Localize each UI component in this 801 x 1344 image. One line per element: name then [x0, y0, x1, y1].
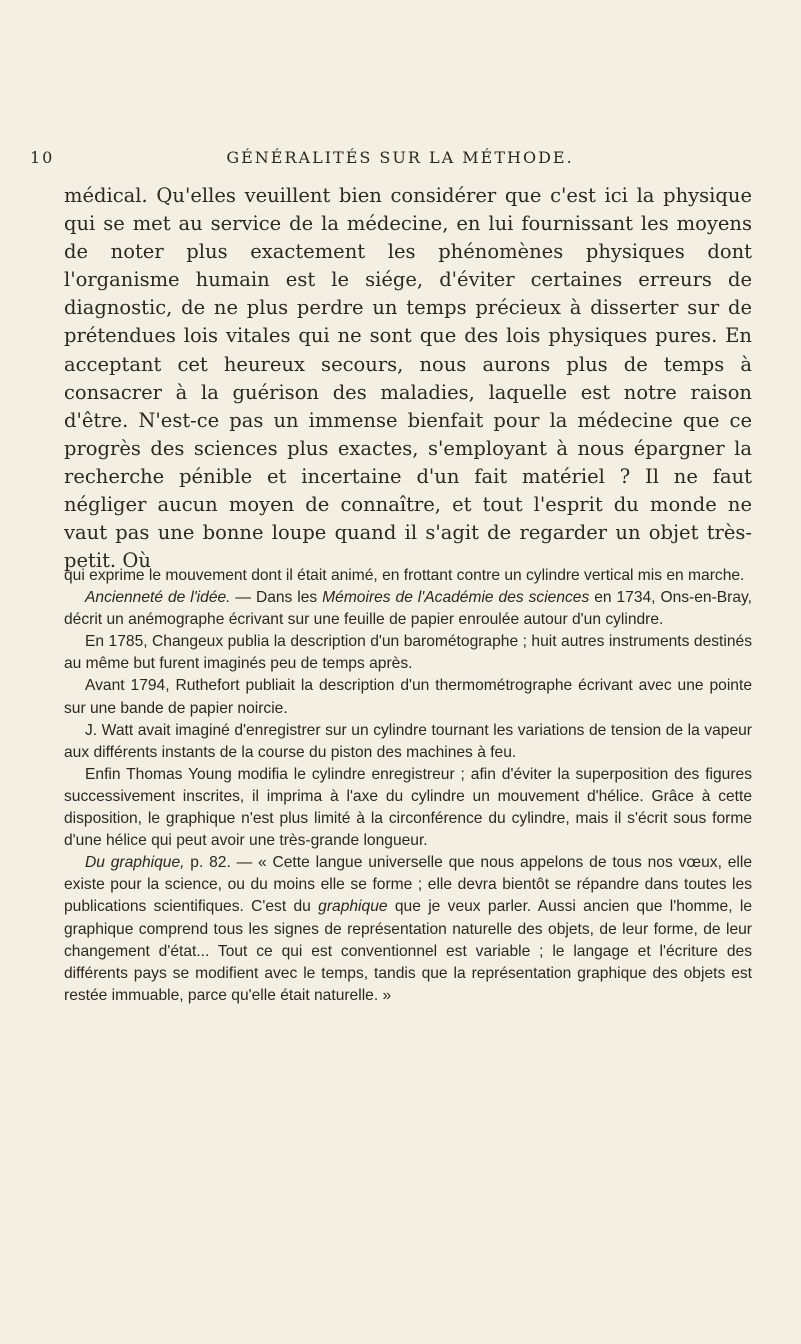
note-graphique-term: graphique	[318, 898, 388, 916]
note-graphique-label: Du graphique,	[85, 854, 185, 872]
note-anciennete-text-a: — Dans les	[230, 589, 323, 607]
running-title: GÉNÉRALITÉS SUR LA MÉTHODE.	[226, 148, 574, 167]
note-young: Enfin Thomas Young modifia le cylindre enregistreur ; afin d'éviter la superposition des figures successivement inscrites, il imprima à l'axe du cylindre un mouvement d'hélice. Grâce à cette disposition, le graphique n'est plus limité à la circonférence du cylindre, mais il s'écrit sous forme d'une hélice qui peut avoir une très-grande longueur.	[64, 765, 752, 850]
note-watt: J. Watt avait imaginé d'enregistrer sur un cylindre tournant les variations de tension de la vapeur aux différents instants de la course du piston des machines à feu.	[64, 721, 752, 761]
note-graphique	[64, 852, 752, 1007]
page-header	[30, 148, 770, 172]
note-anciennete-work: Mémoires de l'Académie des sciences	[322, 589, 590, 607]
note-graphique-text-b: que je veux parler. Aussi ancien que l'homme, le graphique comprend tous les signes de représentation naturelle des objets, de leur forme, de leur changement d'état... Tout ce qui est conventionnel est variable ; le langage et l'écriture des différents pays se modifient avec le temps, tandis que la représentation graphique des objets est restée immuable, parce qu'elle était naturelle. »	[64, 898, 752, 1004]
note-continuation: qui exprime le mouvement dont il était animé, en frottant contre un cylindre vertical mis en marche.	[64, 567, 745, 584]
note-anciennete	[64, 587, 752, 631]
note-changeux: En 1785, Changeux publia la description d'un barométographe ; huit autres instruments destinés au même but furent imaginés peu de temps après.	[64, 633, 752, 673]
page-number: 10	[30, 148, 55, 167]
note-graphique-text-a: p. 82. — « Cette langue universelle que nous appelons de tous nos vœux, elle existe pour la science, ou du moins elle se forme ; elle devra bientôt se répandre dans toutes les publications scientifiques. C'est du	[64, 854, 752, 916]
main-paragraph: médical. Qu'elles veuillent bien considérer que c'est ici la physique qui se met au service de la médecine, en lui fournissant les moyens de noter plus exactement les phénomènes physiques dont l'organisme humain est le siége, d'éviter certaines erreurs de diagnostic, de ne plus perdre un temps précieux à disserter sur de prétendues lois vitales qui ne sont que des lois physiques pures. En acceptant cet heureux secours, nous aurons plus de temps à consacrer à la guérison des maladies, laquelle est notre raison d'être. N'est-ce pas un immense bienfait pour la médecine que ce progrès des sciences plus exactes, s'employant à nous épargner la recherche pénible et incertaine d'un fait matériel ? Il ne faut négliger aucun moyen de connaître, et tout l'esprit du monde ne vaut pas une bonne loupe quand il s'agit de regarder un objet très-petit. Où	[64, 184, 752, 573]
note-anciennete-text-b: en 1734, Ons-en-Bray, décrit un anémographe écrivant sur une feuille de papier enroulée autour d'un cylindre.	[64, 589, 753, 629]
note-ruthefort: Avant 1794, Ruthefort publiait la description d'un thermométrographe écrivant avec une pointe sur une bande de papier noircie.	[64, 677, 752, 717]
note-anciennete-label: Ancienneté de l'idée.	[85, 589, 231, 607]
notes-section	[64, 565, 752, 1007]
